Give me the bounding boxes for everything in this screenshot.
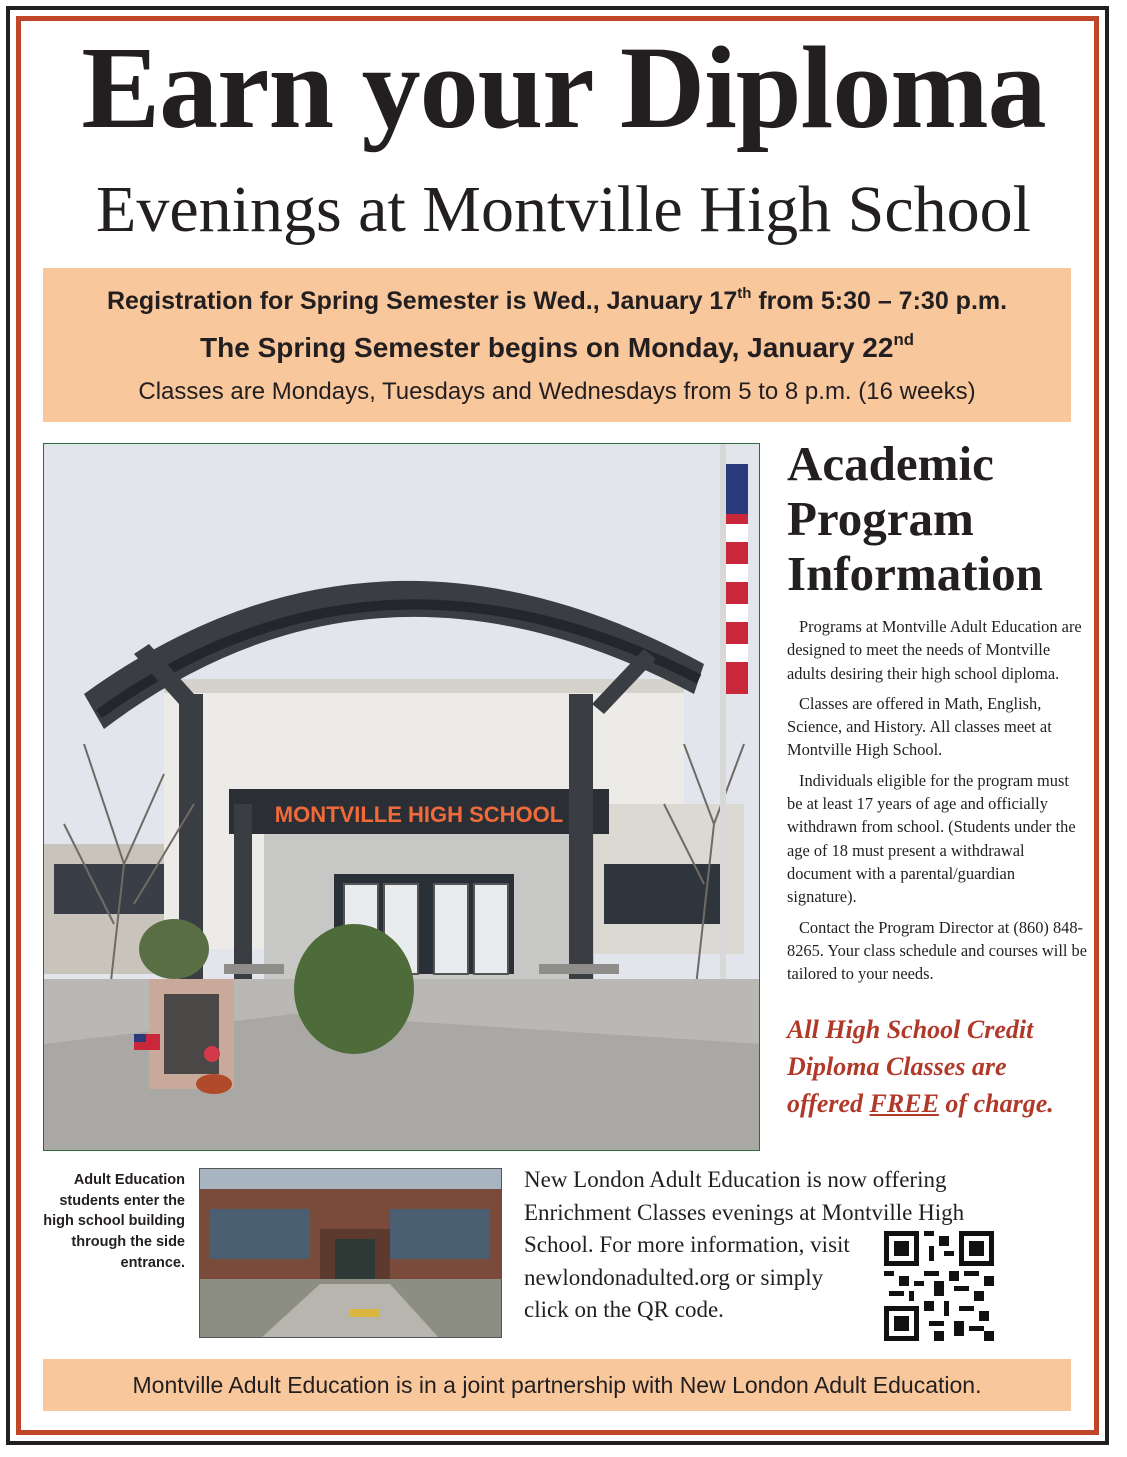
qr-code-icon <box>884 1231 994 1341</box>
program-description: Programs at Montville Adult Education are designed to meet the needs of Montville adults desiring their high school diploma. <box>787 617 1082 683</box>
classes-offered: Classes are offered in Math, English, Science, and History. All classes meet at Montville High School. <box>787 693 1052 760</box>
academic-info-body <box>787 615 1087 992</box>
partnership-banner: Montville Adult Education is in a joint partnership with New London Adult Education. <box>43 1359 1071 1411</box>
side-entrance-photo <box>199 1168 502 1338</box>
eligibility-requirements: Individuals eligible for the program must be at least 17 years of age and officially withdrawn from school. (Students under the age of 18 must present a withdrawal document with a parental/guardian signature). <box>787 770 1076 907</box>
subheadline: Evenings at Montville High School <box>96 173 1031 246</box>
headline: Earn your Diploma <box>81 22 1046 153</box>
school-entrance-photo <box>43 443 760 1151</box>
registration-box <box>43 268 1071 422</box>
registration-date-line: Registration for Spring Semester is Wed., January 17th from 5:30 – 7:30 p.m. <box>106 284 1008 315</box>
enrichment-classes-text: New London Adult Education is now offering Enrichment Classes evenings at Montville High School. For more information, visit newlondonadulted.org or simply click on the QR code. <box>524 1167 965 1322</box>
building-sign-text: MONTVILLE HIGH SCHOOL <box>274 802 564 827</box>
class-schedule-line: Classes are Mondays, Tuesdays and Wednesdays from 5 to 8 p.m. (16 weeks) <box>138 378 976 405</box>
side-entrance-caption: Adult Education students enter the high school building through the side entrance. <box>43 1172 185 1271</box>
academic-info-title: Academic Program Information <box>787 436 1043 601</box>
qr-code-link[interactable] <box>884 1231 994 1341</box>
semester-start-line: The Spring Semester begins on Monday, January 22nd <box>200 329 914 363</box>
free-classes-note: All High School Credit Diploma Classes are offered FREE of charge. <box>787 1015 1054 1118</box>
contact-info: Contact the Program Director at (860) 848-8265. Your class schedule and courses will be tailored to your needs. <box>787 917 1087 984</box>
